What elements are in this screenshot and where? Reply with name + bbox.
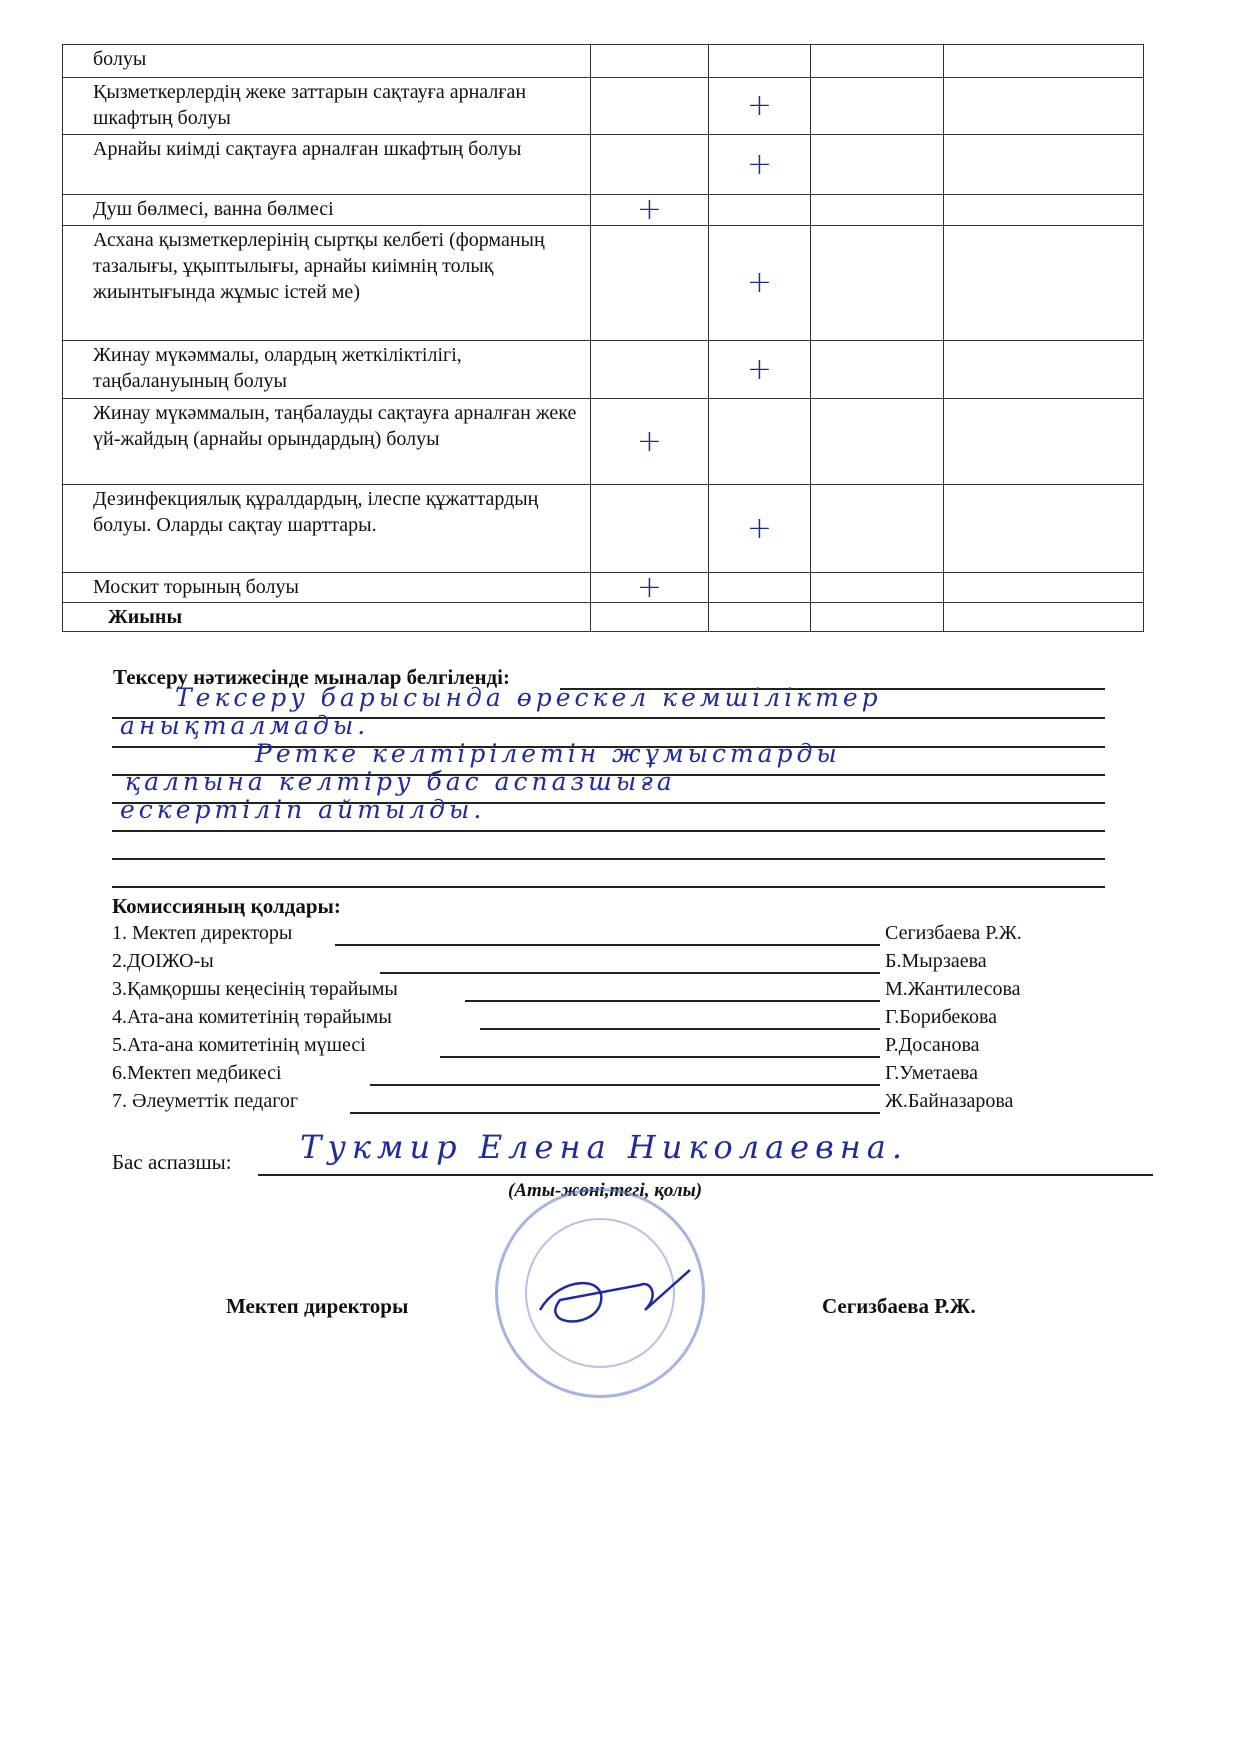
mark-cell: [709, 195, 811, 226]
member-name: Сегизбаева Р.Ж.: [885, 922, 1022, 944]
member-name: М.Жантилесова: [885, 978, 1021, 1000]
signature-line: [335, 944, 880, 946]
mark-cell: [709, 399, 811, 485]
total-cell: [944, 603, 1144, 632]
signature-line: [480, 1028, 880, 1030]
mark-cell: +: [709, 78, 811, 135]
mark-cell: [811, 45, 944, 78]
mark-cell: [811, 399, 944, 485]
mark-cell: [591, 341, 709, 399]
member-name: Р.Досанова: [885, 1034, 980, 1056]
mark-cell: [591, 135, 709, 195]
member-role: 6.Мектеп медбикесі: [112, 1062, 282, 1084]
mark-cell: [944, 573, 1144, 603]
criterion-label: Арнайы киімді сақтауға арналған шкафтың болуы: [63, 135, 591, 195]
criterion-label: Дезинфекциялық құралдардың, ілеспе құжаттардың болуы. Оларды сақтау шарттары.: [63, 485, 591, 573]
chef-label: Бас аспазшы:: [112, 1150, 232, 1174]
member-name: Б.Мырзаева: [885, 950, 987, 972]
member-role: 2.ДОІЖО-ы: [112, 950, 214, 972]
member-role: 3.Қамқоршы кеңесінің төрайымы: [112, 978, 398, 1000]
member-role: 1. Мектеп директоры: [112, 922, 293, 944]
total-cell: [709, 603, 811, 632]
mark-cell: [811, 78, 944, 135]
criterion-label: болуы: [63, 45, 591, 78]
mark-cell: [591, 485, 709, 573]
table-row: [63, 78, 1144, 135]
findings-handwritten-line: ескертіліп айтылды.: [120, 795, 486, 824]
member-name: Ж.Байназарова: [885, 1090, 1014, 1112]
signature-line: [370, 1084, 880, 1086]
criterion-label: Жинау мүкәммалы, олардың жеткіліктілігі, таңбалануының болуы: [63, 341, 591, 399]
table-row: [63, 399, 1144, 485]
findings-heading: Тексеру нәтижесінде мыналар белгіленді:: [113, 665, 511, 689]
table-row: [63, 195, 1144, 226]
findings-underline: [112, 858, 1105, 860]
commission-heading: Комиссияның қолдары:: [112, 894, 341, 918]
mark-cell: +: [591, 573, 709, 603]
signature-line: [465, 1000, 880, 1002]
criterion-label: Асхана қызметкерлерінің сыртқы келбеті (форманың тазалығы, ұқыптылығы, арнайы киімнің толық жиынтығында жұмыс істей ме): [63, 226, 591, 341]
table-row: [63, 226, 1144, 341]
mark-cell: [811, 135, 944, 195]
criterion-label: Душ бөлмесі, ванна бөлмесі: [63, 195, 591, 226]
mark-cell: [944, 341, 1144, 399]
footer-name: Сегизбаева Р.Ж.: [822, 1294, 976, 1318]
mark-cell: [811, 226, 944, 341]
total-cell: [811, 603, 944, 632]
mark-cell: [811, 573, 944, 603]
chef-handwritten-name: Тукмир Елена Николаевна.: [300, 1128, 909, 1166]
findings-underline: [112, 830, 1105, 832]
total-cell: [591, 603, 709, 632]
member-role: 4.Ата-ана комитетінің төрайымы: [112, 1006, 392, 1028]
signature-line: [380, 972, 880, 974]
mark-cell: [591, 78, 709, 135]
criterion-label: Москит торының болуы: [63, 573, 591, 603]
table-row: [63, 573, 1144, 603]
mark-cell: [811, 341, 944, 399]
mark-cell: [709, 45, 811, 78]
findings-handwritten-line: қалпына келтіру бас аспазшыға: [125, 767, 676, 796]
mark-cell: [944, 399, 1144, 485]
total-row: [63, 603, 1144, 632]
mark-cell: [944, 485, 1144, 573]
member-name: Г.Уметаева: [885, 1062, 979, 1084]
mark-cell: [709, 573, 811, 603]
table-row: [63, 135, 1144, 195]
mark-cell: +: [709, 226, 811, 341]
mark-cell: +: [709, 135, 811, 195]
mark-cell: [591, 45, 709, 78]
table-row: [63, 45, 1144, 78]
table-row: [63, 341, 1144, 399]
mark-cell: [944, 226, 1144, 341]
criterion-label: Қызметкерлердің жеке заттарын сақтауға арналған шкафтың болуы: [63, 78, 591, 135]
director-signature: [520, 1255, 720, 1335]
chef-line: [258, 1174, 1153, 1176]
findings-handwritten-line: Тексеру барысында өрескел кемшіліктер: [175, 683, 882, 712]
member-role: 7. Әлеуметтік педагог: [112, 1090, 299, 1112]
signature-line: [440, 1056, 880, 1058]
table-row: [63, 485, 1144, 573]
footer-role: Мектеп директоры: [226, 1294, 409, 1318]
findings-underline: [112, 886, 1105, 888]
mark-cell: [944, 45, 1144, 78]
signature-line: [350, 1112, 880, 1114]
mark-cell: [811, 195, 944, 226]
chef-caption: (Аты-жөні,тегі, қолы): [508, 1180, 703, 1201]
inspection-table: [62, 44, 1144, 632]
mark-cell: +: [709, 341, 811, 399]
member-role: 5.Ата-ана комитетінің мүшесі: [112, 1034, 366, 1056]
mark-cell: [944, 195, 1144, 226]
findings-handwritten-line: анықталмады.: [120, 711, 370, 740]
mark-cell: +: [591, 195, 709, 226]
mark-cell: [811, 485, 944, 573]
total-label: Жиыны: [63, 603, 591, 632]
criterion-label: Жинау мүкәммалын, таңбалауды сақтауға арналған жеке үй-жайдың (арнайы орындардың) болуы: [63, 399, 591, 485]
member-name: Г.Борибекова: [885, 1006, 998, 1028]
mark-cell: +: [591, 399, 709, 485]
mark-cell: +: [709, 485, 811, 573]
mark-cell: [944, 78, 1144, 135]
mark-cell: [944, 135, 1144, 195]
mark-cell: [591, 226, 709, 341]
findings-handwritten-line: Ретке келтірілетін жұмыстарды: [255, 739, 841, 768]
